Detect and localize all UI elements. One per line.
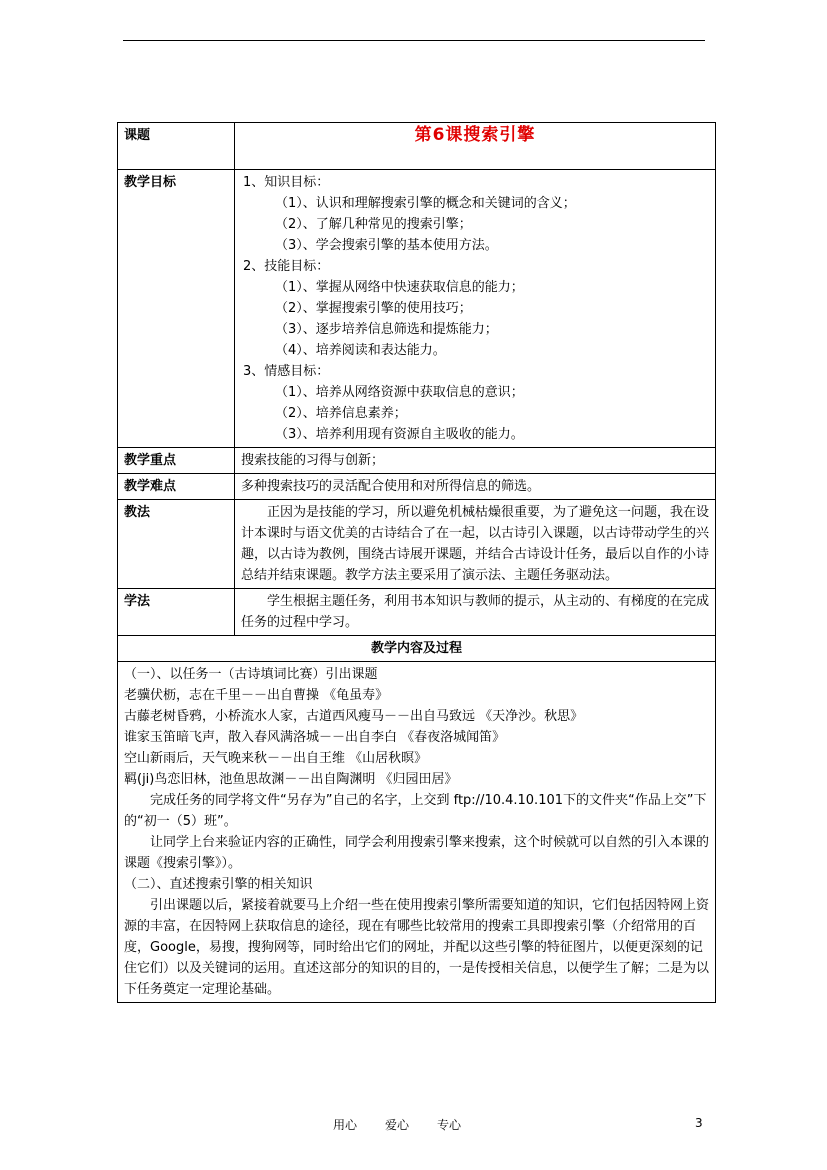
- slogan-word: 专心: [437, 1118, 462, 1132]
- method-text: 正因为是技能的学习，所以避免机械枯燥很重要，为了避免这一问题，我在设计本课时与语文优美的古诗结合了在一起，以古诗引入课题，以古诗带动学生的兴趣，以古诗为教例，围绕古诗展开课题，并结合古诗设计任务，最后以自作的小诗总结并结束课题。教学方法主要采用了演示法、主题任务驱动法。: [241, 505, 710, 583]
- page-number: 3: [695, 1116, 703, 1130]
- process-heading-row: [118, 636, 716, 662]
- key-row: [118, 448, 716, 474]
- key-label: 教学重点: [118, 448, 235, 474]
- method-label: 教法: [118, 500, 235, 589]
- section2-heading: （二）、直述搜索引擎的相关知识: [124, 877, 313, 892]
- slogan-word: 爱心: [385, 1118, 410, 1132]
- goal-item: （2）、培养信息素养；: [275, 406, 407, 421]
- lesson-plan-table: [117, 122, 716, 1003]
- title-row: [118, 123, 716, 170]
- process-heading: 教学内容及过程: [118, 636, 716, 662]
- poem-line: 古藤老树昏鸦，小桥流水人家，古道西风瘦马－－出自马致远 《天净沙。秋思》: [124, 709, 584, 724]
- section2-text: 引出课题以后，紧接着就要马上介绍一些在使用搜索引擎所需要知道的知识，它们包括因特网上资源的丰富，在因特网上获取信息的途径，现在有哪些比较常用的搜索工具即搜索引擎（介绍常用的百度，Google，易搜，搜狗网等，同时给出它们的网址，并配以这些引擎的特征图片，以便更深刻的记住它们）以及关键词的运用。直述这部分的知识的目的，一是传授相关信息，以便学生了解；二是为以下任务奠定一定理论基础。: [124, 898, 710, 997]
- goal-item: （3）、培养利用现有资源自主吸收的能力。: [275, 427, 524, 442]
- poem-line: 空山新雨后，天气晚来秋－－出自王维 《山居秋暝》: [124, 751, 428, 766]
- goal-item: （1）、掌握从网络中快速获取信息的能力；: [275, 280, 524, 295]
- study-cell: [235, 589, 716, 636]
- header-rule: [123, 40, 705, 41]
- goal-item: （1）、认识和理解搜索引擎的概念和关键词的含义；: [275, 196, 576, 211]
- method-row: [118, 500, 716, 589]
- goal-heading: 1、知识目标：: [243, 175, 330, 190]
- difficulty-label: 教学难点: [118, 474, 235, 500]
- study-text: 学生根据主题任务，利用书本知识与教师的提示，从主动的、有梯度的在完成任务的过程中学习。: [241, 594, 710, 630]
- poem-line: 羁(ji)鸟恋旧林，池鱼思故渊－－出自陶渊明 《归园田居》: [124, 772, 458, 787]
- goals-label: 教学目标: [118, 170, 235, 448]
- difficulty-row: [118, 474, 716, 500]
- task-note: 完成任务的同学将文件“另存为”自己的名字，上交到 ftp://10.4.10.101下的文件夹“作品上交”下的“初一（5）班”。: [124, 793, 707, 829]
- goal-item: （2）、了解几种常见的搜索引擎；: [275, 217, 472, 232]
- goals-cell: [235, 170, 716, 448]
- goal-heading: 3、情感目标：: [243, 364, 330, 379]
- footer-slogan: [333, 1116, 489, 1133]
- lesson-title: [235, 123, 716, 170]
- method-cell: [235, 500, 716, 589]
- goal-heading: 2、技能目标：: [243, 259, 330, 274]
- goal-item: （4）、培养阅读和表达能力。: [275, 343, 446, 358]
- key-text: 搜索技能的习得与创新；: [235, 448, 716, 474]
- goal-item: （1）、培养从网络资源中获取信息的意识；: [275, 385, 524, 400]
- study-row: [118, 589, 716, 636]
- verify-note: 让同学上台来验证内容的正确性，同学会利用搜索引擎来搜索，这个时候就可以自然的引入本课的课题《搜索引擎》）。: [124, 835, 710, 871]
- goal-item: （3）、逐步培养信息筛选和提炼能力；: [275, 322, 498, 337]
- process-content: [118, 662, 716, 1003]
- goal-item: （3）、学会搜索引擎的基本使用方法。: [275, 238, 498, 253]
- poem-line: 老骥伏枥，志在千里－－出自曹操 《龟虽寿》: [124, 688, 389, 703]
- study-label: 学法: [118, 589, 235, 636]
- section1-heading: （一）、以任务一（古诗填词比赛）引出课题: [124, 667, 378, 682]
- lesson-number: 第6课: [414, 125, 464, 145]
- title-label: 课题: [118, 123, 235, 170]
- slogan-word: 用心: [333, 1118, 358, 1132]
- poem-line: 谁家玉笛暗飞声，散入春风满洛城－－出自李白 《春夜洛城闻笛》: [124, 730, 506, 745]
- difficulty-text: 多种搜索技巧的灵活配合使用和对所得信息的筛选。: [235, 474, 716, 500]
- goal-item: （2）、掌握搜索引擎的使用技巧；: [275, 301, 472, 316]
- process-row: [118, 662, 716, 1003]
- lesson-name: 搜索引擎: [463, 125, 536, 145]
- goals-row: [118, 170, 716, 448]
